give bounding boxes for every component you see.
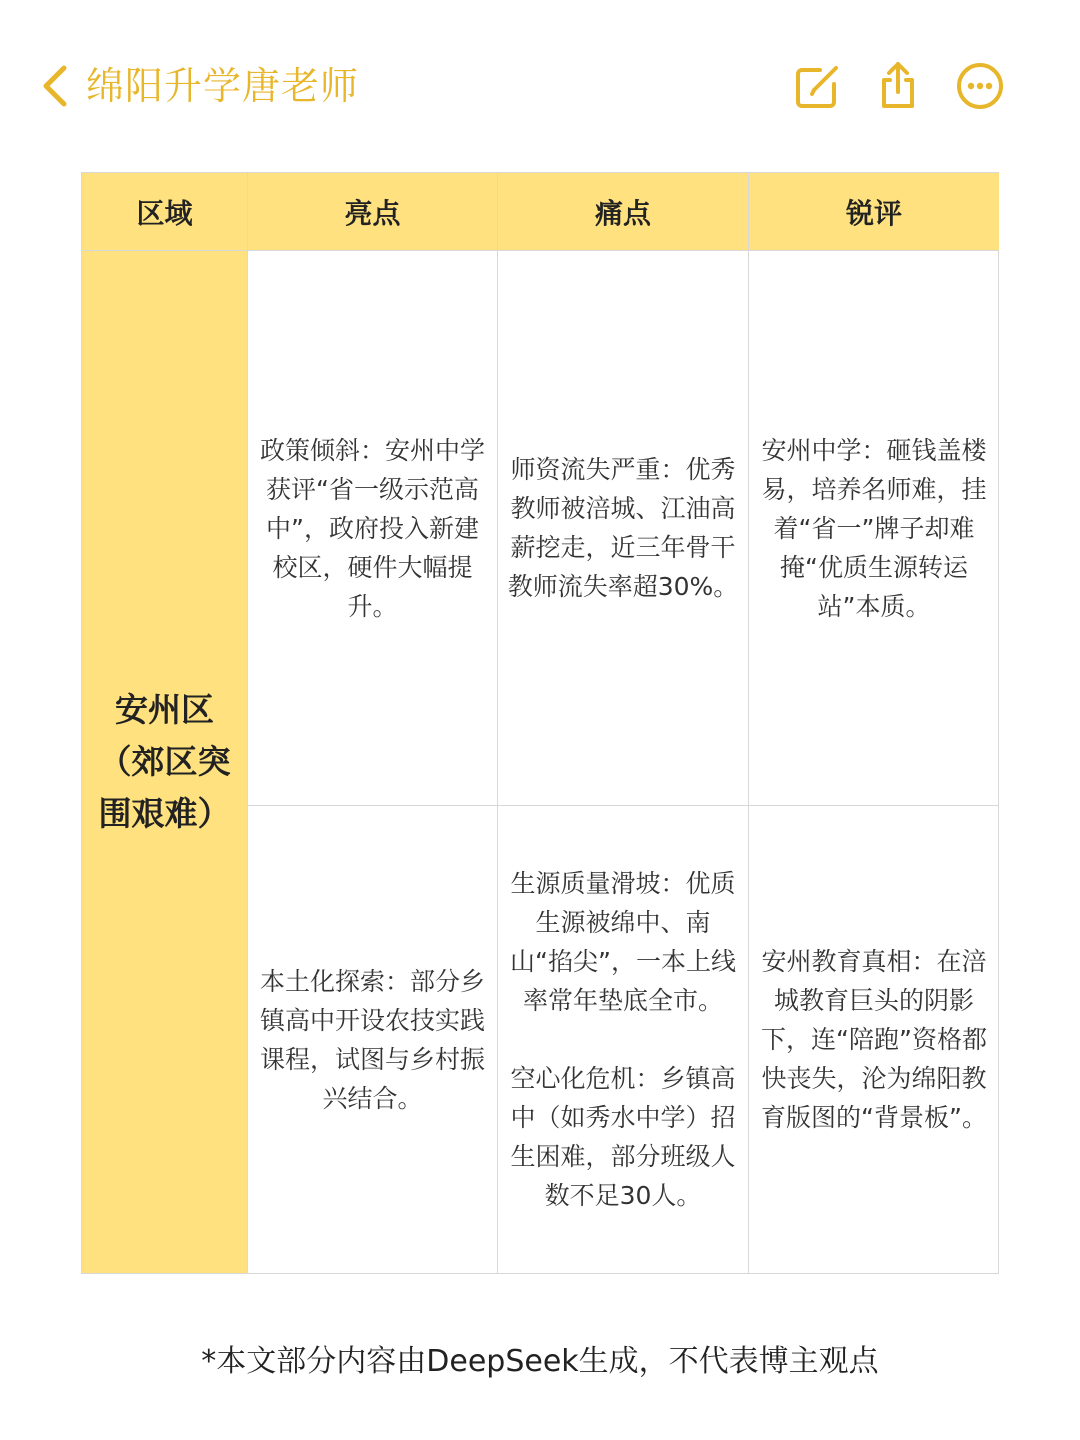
highlight-text-2: 本土化探索：部分乡镇高中开设农技实践课程，试图与乡村振兴结合。 — [259, 966, 485, 1113]
column-header-region: 区域 — [82, 173, 248, 251]
table-cell-pain-1 — [498, 251, 749, 806]
comment-text-2: 安州教育真相：在涪城教育巨头的阴影下，连“陪跑”资格都快丧失，沦为绵阳教育版图的“背景板”。 — [761, 947, 987, 1132]
disclaimer-footnote: *本文部分内容由DeepSeek生成，不代表博主观点 — [201, 1344, 879, 1379]
table-cell-comment-1 — [749, 251, 999, 806]
pain-text-1: 师资流失严重：优秀教师被涪城、江油高薪挖走，近三年骨干教师流失率超30%。 — [507, 455, 739, 601]
table-cell-highlight-2 — [248, 806, 498, 1273]
share-icon[interactable] — [870, 58, 926, 114]
column-header-highlight: 亮点 — [248, 173, 498, 251]
top-bar — [0, 0, 1080, 170]
back-chevron-icon[interactable] — [36, 60, 80, 112]
column-header-pain: 痛点 — [498, 173, 749, 251]
region-cell: 安州区（郊区突围艰难） — [82, 251, 248, 1273]
table-cell-pain-2 — [498, 806, 749, 1273]
edit-icon[interactable] — [790, 58, 846, 114]
table-cell-highlight-1 — [248, 251, 498, 806]
pain-text-2a: 生源质量滑坡：优质生源被绵中、南山“掐尖”，一本上线率常年垫底全市。 — [510, 869, 736, 1015]
more-icon[interactable] — [952, 58, 1008, 114]
column-header-comment: 锐评 — [749, 173, 999, 251]
pain-text-2b: 空心化危机：乡镇高中（如秀水中学）招生困难，部分班级人数不足30人。 — [510, 1064, 736, 1210]
page-title: 绵阳升学唐老师 — [86, 64, 360, 108]
highlight-text-1: 政策倾斜：安州中学获评“省一级示范高中”，政府投入新建校区，硬件大幅提升。 — [259, 435, 485, 621]
comparison-table — [81, 172, 999, 1274]
table-cell-comment-2 — [749, 806, 999, 1273]
comment-text-1: 安州中学：砸钱盖楼易，培养名师难，挂着“省一”牌子却难掩“优质生源转运站”本质。 — [761, 435, 987, 621]
